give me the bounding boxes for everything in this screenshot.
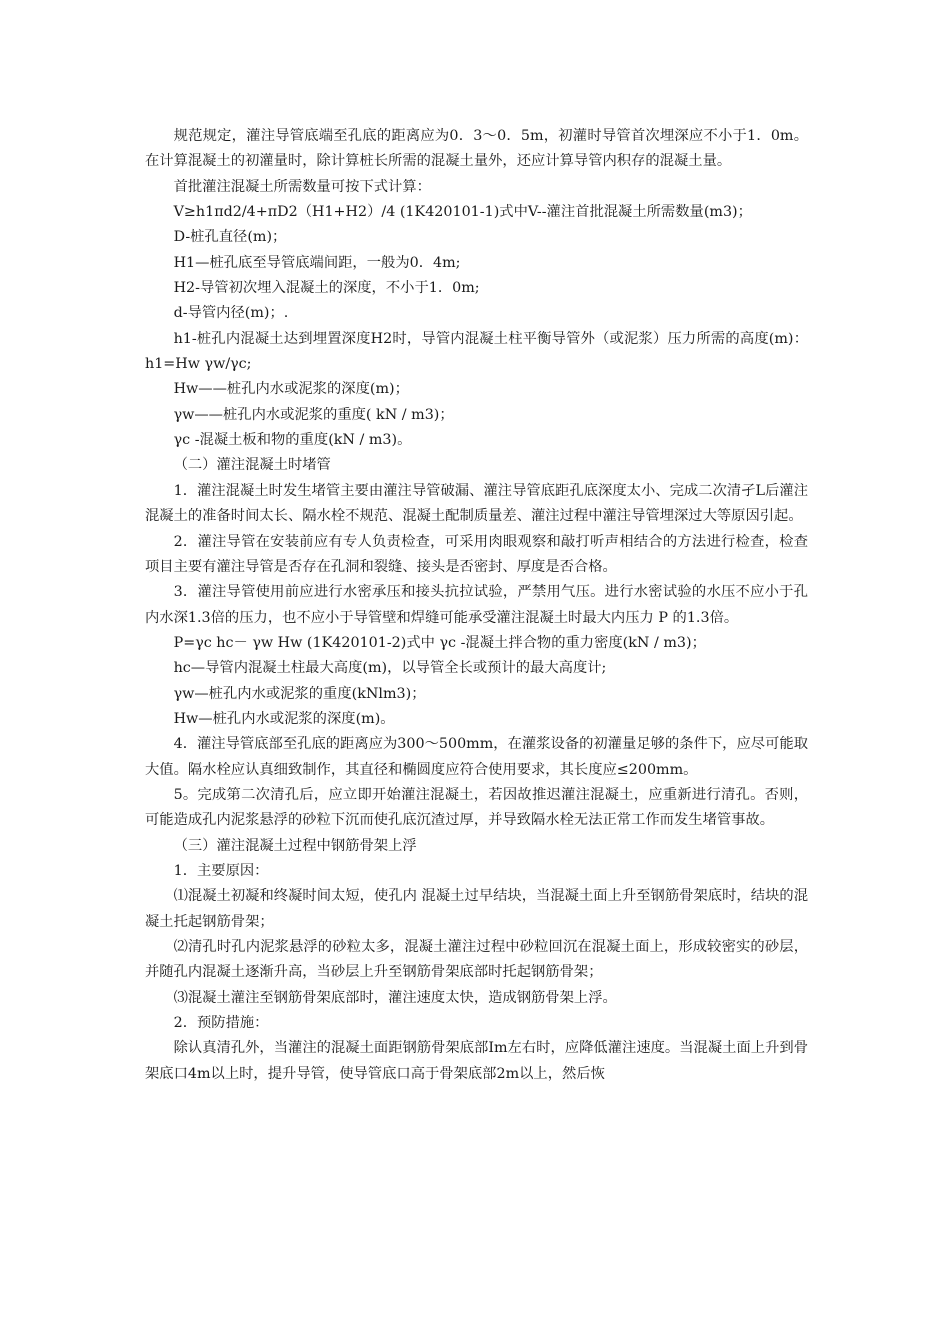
paragraph: H2-导管初次埋入混凝土的深度，不小于1．0m; [173,280,480,297]
paragraph: 除认真清孔外，当灌注的混凝土面距钢筋骨架底部Im左右时，应降低灌注速度。当混凝土面上升到骨架底口4m以上时，提升导管，使导管底口高于骨架底部2m以上，然后恢 [145,1040,808,1082]
paragraph: γc -混凝土板和物的重度(kN / m3)。 [173,432,412,449]
paragraph: ⑵清孔时孔内泥浆悬浮的砂粒太多，混凝土灌注过程中砂粒回沉在混凝土面上，形成较密实的砂层，并随孔内混凝土逐渐升高，当砂层上升至钢筋骨架底部时托起钢筋骨架； [145,939,808,981]
paragraph: H1—桩孔底至导管底端间距，一般为0．4m; [173,254,461,271]
paragraph: ⑶混凝土灌注至钢筋骨架底部时，灌注速度太快，造成钢筋骨架上浮。 [173,989,617,1006]
paragraph: 2．预防措施： [173,1015,269,1032]
paragraph: γw—桩孔内水或泥浆的重度(kNlm3)； [173,685,426,702]
paragraph: d-导管内径(m)；. [173,305,289,322]
formula-line: V≥h1πd2/4+πD2（H1+H2）/4 (1K420101-1)式中V--灌注首批混凝土所需数量(m3)； [173,204,752,221]
section-heading: （二）灌注混凝土时堵管 [173,457,331,474]
paragraph: 4．灌注导管底部至孔底的距离应为300～500mm，在灌浆设备的初灌量足够的条件下，应尽可能取大值。隔水栓应认真细致制作，其直径和椭圆度应符合使用要求，其长度应≤200mm。 [145,736,808,778]
paragraph: hc—导管内混凝土柱最大高度(m)，以导管全长或预计的最大高度计; [173,660,607,677]
paragraph: Hw—桩孔内水或泥浆的深度(m)。 [173,710,395,727]
paragraph: 1．灌注混凝土时发生堵管主要由灌注导管破漏、灌注导管底距孔底深度太小、完成二次清孑L后灌注混凝土的准备时间太长、隔水栓不规范、混凝土配制质量差、灌注过程中灌注导管埋深过大等原因引起。 [145,482,808,525]
paragraph: 2．灌注导管在安装前应有专人负责检查，可采用肉眼观察和敲打听声相结合的方法进行检查，检查项目主要有灌注导管是否存在孔洞和裂缝、接头是否密封、厚度是否合格。 [145,533,808,575]
paragraph: Hw——桩孔内水或泥浆的深度(m)； [173,381,409,398]
paragraph: 5。完成第二次清孔后，应立即开始灌注混凝土，若因故推迟灌注混凝土，应重新进行清孔。否则，可能造成孔内泥浆悬浮的砂粒下沉而使孔底沉渣过厚，并导致隔水栓无法正常工作而发生堵管事故。 [145,786,808,829]
paragraph: 规范规定，灌注导管底端至孔底的距离应为0．3～0．5m，初灌时导管首次埋深应不小于1．0m。在计算混凝土的初灌量时，除计算桩长所需的混凝土量外，还应计算导管内积存的混凝土量。 [145,128,808,170]
paragraph: γw——桩孔内水或泥浆的重度( kN / m3)； [173,406,454,423]
paragraph: ⑴混凝土初凝和终凝时间太短，使孔内 混凝土过早结块，当混凝土面上升至钢筋骨架底时，结块的混凝土托起钢筋骨架； [145,888,808,930]
document-body [145,124,808,1087]
formula-line: P=γc hc－ γw Hw (1K420101-2)式中 γc -混凝土拌合物的重力密度(kN / m3)； [173,634,706,651]
paragraph: h1-桩孔内混凝土达到埋置深度H2时，导管内混凝土柱平衡导管外（或泥浆）压力所需的高度(m)：h1=Hw γw/γc; [145,330,808,373]
paragraph: D-桩孔直径(m)； [173,229,287,246]
paragraph: 1．主要原因： [173,862,269,879]
paragraph: 3．灌注导管使用前应进行水密承压和接头抗拉试验，严禁用气压。进行水密试验的水压不应小于孔内水深1.3倍的压力，也不应小于导管壁和焊缝可能承受灌注混凝土时最大内压力 P 的1.3倍。 [145,584,808,626]
section-heading: （三）灌注混凝土过程中钢筋骨架上浮 [173,837,417,854]
paragraph: 首批灌注混凝土所需数量可按下式计算： [173,178,431,195]
